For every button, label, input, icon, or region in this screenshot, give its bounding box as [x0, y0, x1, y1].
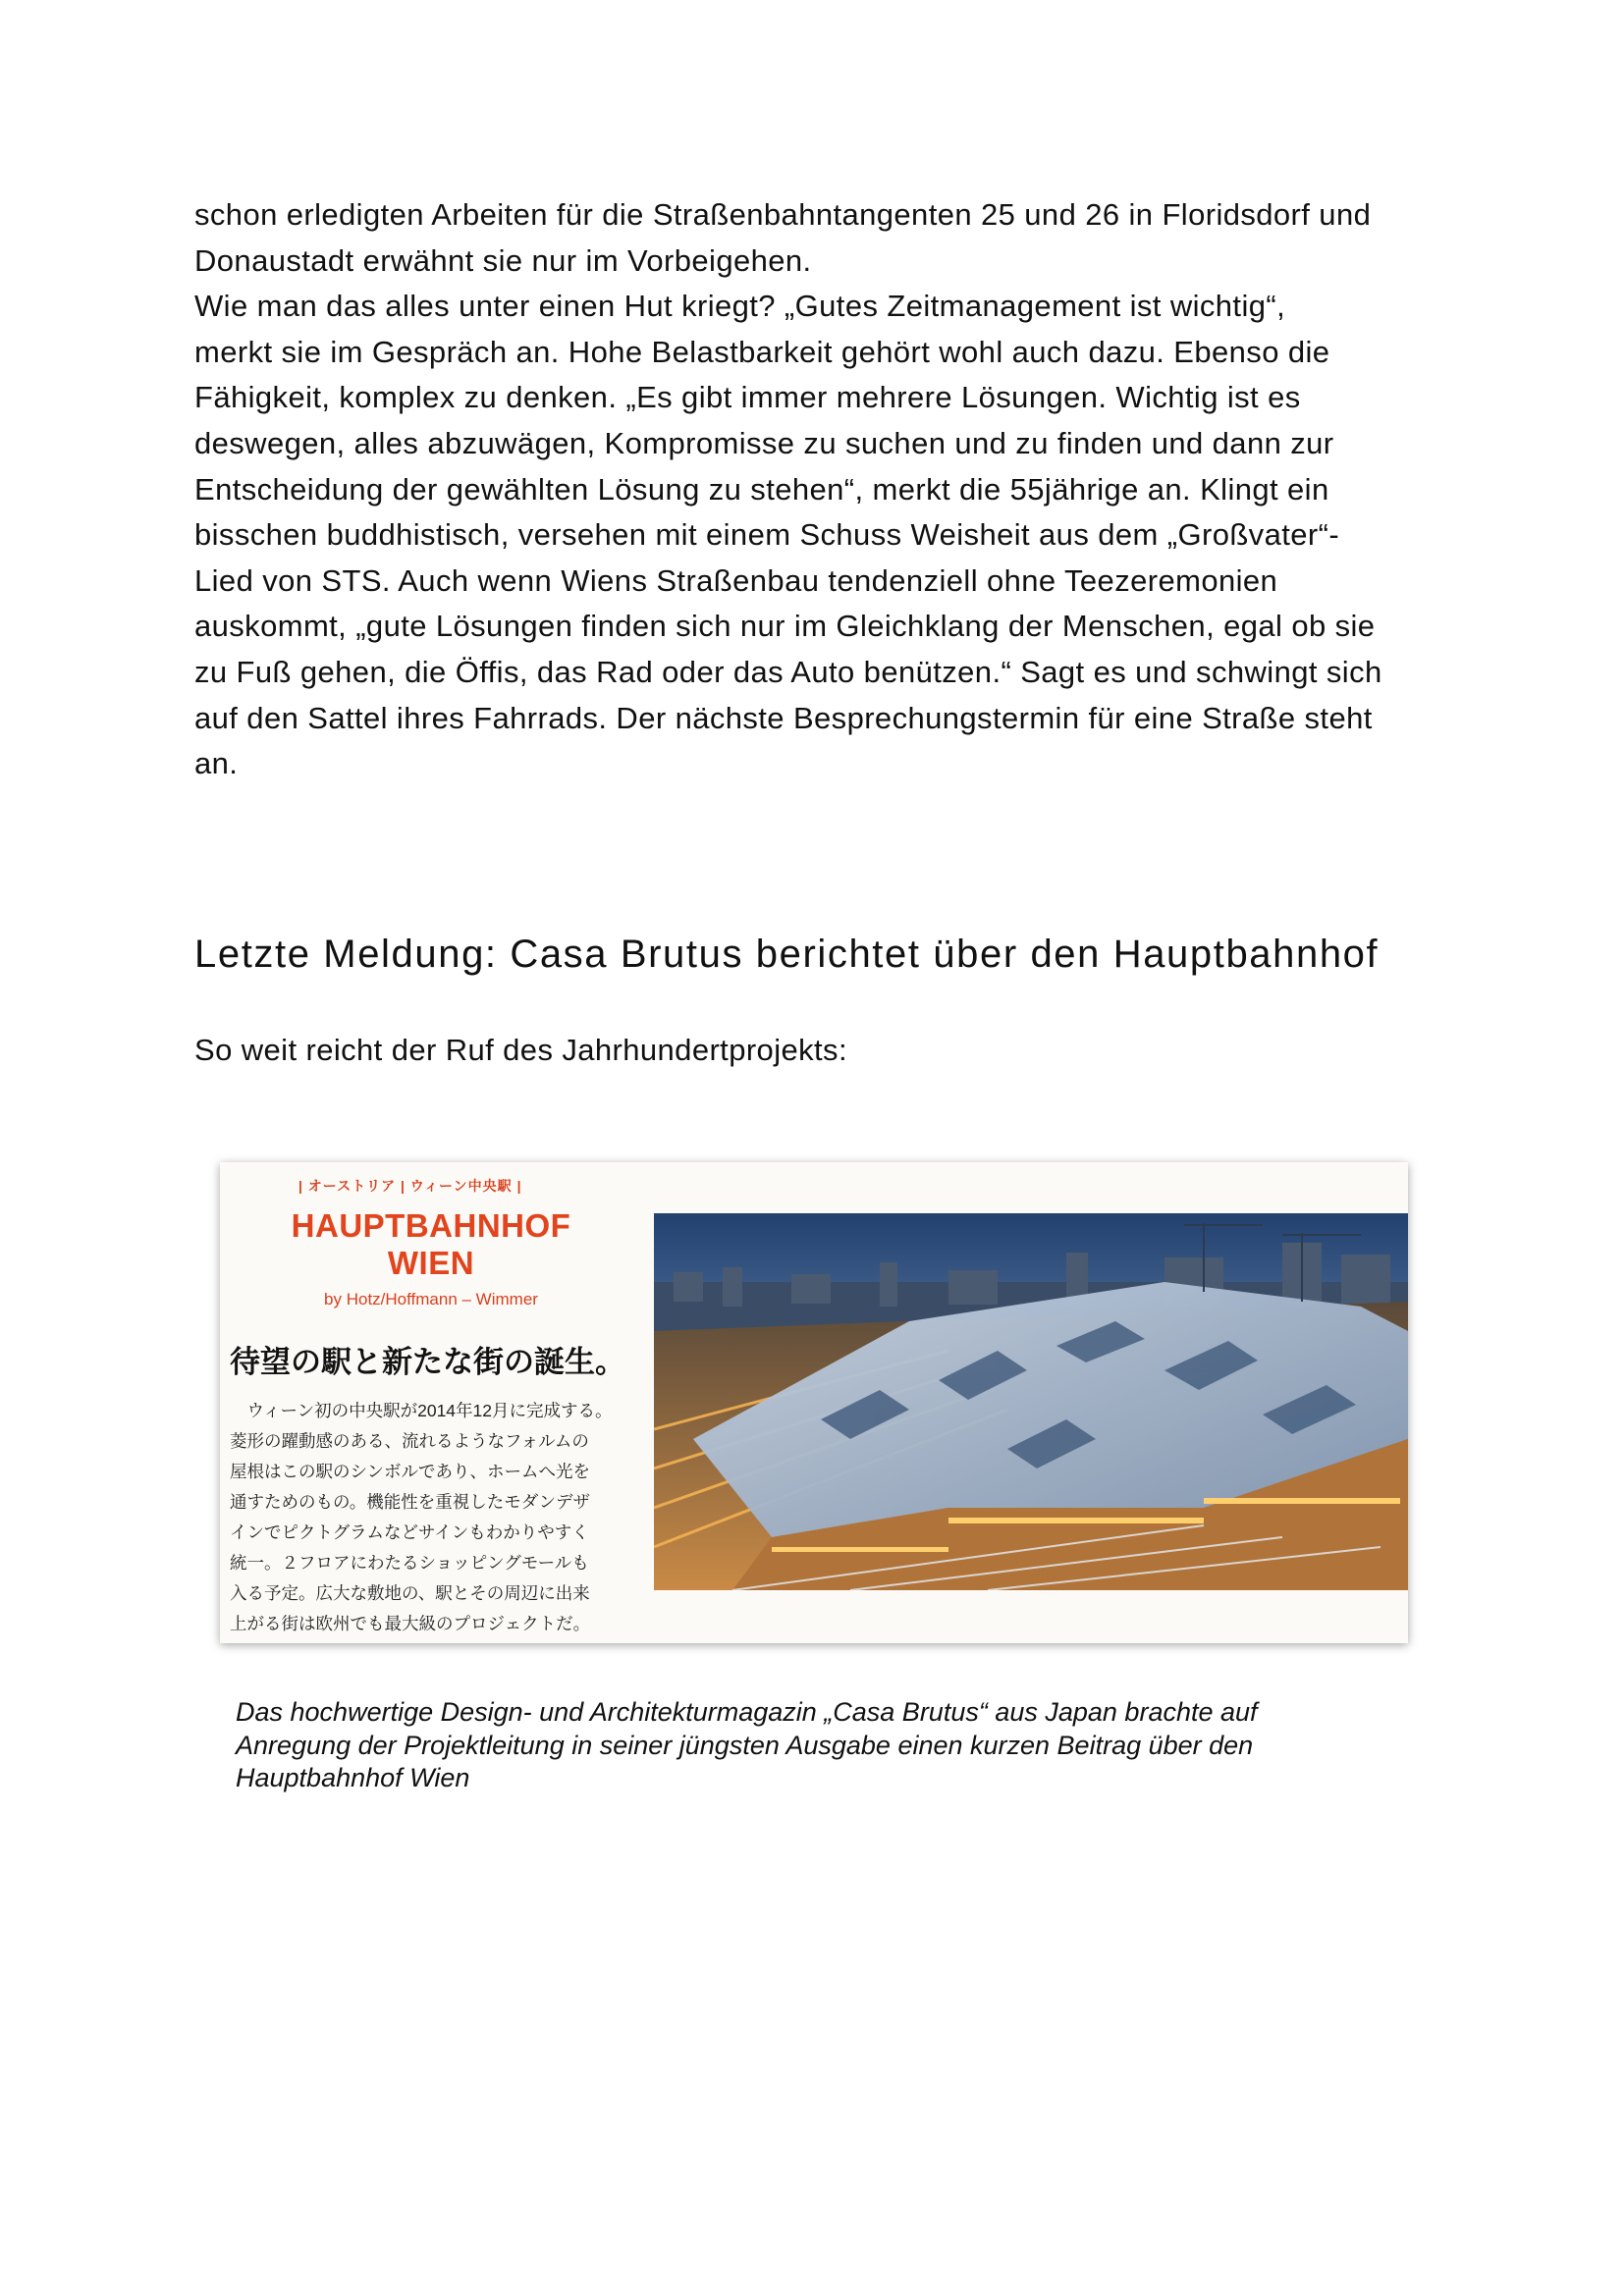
- clipping-body-line: 入る予定。広大な敷地の、駅とその周辺に出来: [230, 1583, 590, 1603]
- body-line: Wie man das alles unter einen Hut kriegt? „Gutes Zeitmanagement ist wichtig“,: [194, 289, 1286, 324]
- body-line: merkt sie im Gespräch an. Hohe Belastbarkeit gehört wohl auch dazu. Ebenso die: [194, 334, 1330, 369]
- clipping-body-line: 通すためのもの。機能性を重視したモダンデザ: [230, 1492, 590, 1512]
- image-caption: [236, 1696, 1384, 1795]
- clipping-body-line: ウィーン初の中央駅が2014年12月に完成する。: [230, 1401, 613, 1420]
- body-line: zu Fuß gehen, die Öffis, das Rad oder das Auto benützen.“ Sagt es und schwingt sich: [194, 654, 1382, 689]
- clipping-body-line: 菱形の躍動感のある、流れるようなフォルムの: [230, 1431, 589, 1451]
- clipping-text-column: [220, 1162, 642, 1643]
- clipping-headline: 待望の駅と新たな街の誕生。: [230, 1345, 625, 1379]
- clipping-body-line: 上がる街は欧州でも最大級のプロジェクトだ。: [230, 1614, 591, 1633]
- clipping-body-line: 屋根はこの駅のシンボルであり、ホームへ光を: [230, 1462, 591, 1481]
- body-line: auskommt, „gute Lösungen finden sich nur im Gleichklang der Menschen, egal ob sie: [194, 609, 1376, 644]
- clipping-body: [230, 1396, 637, 1639]
- clipping-title-line1: HAUPTBAHNHOF: [291, 1207, 571, 1244]
- caption-line: Hauptbahnhof Wien: [236, 1763, 470, 1792]
- clipping-body-line: インでピクトグラムなどサインもわかりやすく: [230, 1522, 589, 1542]
- intro-text: So weit reicht der Ruf des Jahrhundertprojekts:: [194, 1033, 847, 1067]
- clipping-kicker: | オーストリア | ウィーン中央駅 |: [298, 1178, 522, 1194]
- body-line: Entscheidung der gewählten Lösung zu stehen“, merkt die 55jährige an. Klingt ein: [194, 471, 1329, 507]
- caption-line: Anregung der Projektleitung in seiner jüngsten Ausgabe einen kurzen Beitrag über den: [236, 1730, 1254, 1760]
- clipping-title-line2: WIEN: [387, 1245, 475, 1281]
- body-line: deswegen, alles abzuwägen, Kompromisse zu suchen und zu finden und dann zur: [194, 425, 1334, 460]
- caption-line: Das hochwertige Design- und Architekturmagazin „Casa Brutus“ aus Japan brachte auf: [236, 1697, 1258, 1727]
- clipping-body-line: 統一。２フロアにわたるショッピングモールも: [230, 1553, 589, 1573]
- body-line: Fähigkeit, komplex zu denken. „Es gibt immer mehrere Lösungen. Wichtig ist es: [194, 380, 1301, 415]
- station-photo-illustration: [654, 1213, 1408, 1590]
- clipping-byline: by Hotz/Hoffmann – Wimmer: [324, 1290, 538, 1308]
- body-line: auf den Sattel ihres Fahrrads. Der nächste Besprechungstermin für eine Straße steht: [194, 700, 1373, 735]
- section-heading: Letzte Meldung: Casa Brutus berichtet über den Hauptbahnhof: [194, 933, 1380, 976]
- station-roof-photo: [654, 1213, 1408, 1590]
- body-line: an.: [194, 746, 239, 781]
- body-line: bisschen buddhistisch, versehen mit einem Schuss Weisheit aus dem „Großvater“-: [194, 517, 1340, 553]
- body-line: Donaustadt erwähnt sie nur im Vorbeigehen.: [194, 242, 812, 278]
- body-text: [194, 192, 1441, 787]
- body-line: schon erledigten Arbeiten für die Straßenbahntangenten 25 und 26 in Floridsdorf und: [194, 197, 1372, 232]
- magazine-clipping: [220, 1162, 1408, 1643]
- body-line: Lied von STS. Auch wenn Wiens Straßenbau tendenziell ohne Teezeremonien: [194, 562, 1278, 598]
